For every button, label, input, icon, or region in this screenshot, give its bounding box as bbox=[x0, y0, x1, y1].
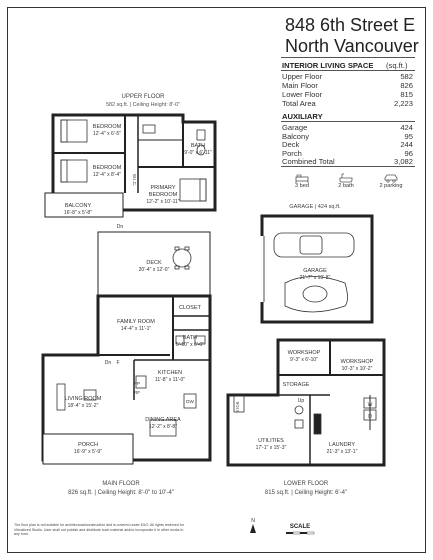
scale-label: SCALE bbox=[289, 524, 311, 530]
marker-dw: DW bbox=[186, 399, 194, 404]
room-garage-name: GARAGE bbox=[303, 268, 327, 274]
room-workshop2-dim: 10'-3" x 10'-2" bbox=[341, 366, 373, 372]
marker-dryer: D bbox=[368, 414, 372, 420]
room-utilities-name: UTILITIES bbox=[258, 438, 284, 444]
room-dining-dim: 12'-2" x 8'-8" bbox=[149, 424, 177, 430]
room-closet-name: CLOSET bbox=[178, 305, 202, 311]
room-laundry-dim: 21'-3" x 13'-1" bbox=[326, 449, 358, 455]
marker-dn-main: Dn bbox=[104, 360, 112, 366]
feature-bed-label: 3 bed bbox=[295, 183, 309, 189]
auxiliary-row-value: 3,082 bbox=[393, 157, 413, 166]
room-laundry-name: LAUNDRY bbox=[328, 442, 356, 448]
room-balcony-name: BALCONY bbox=[64, 203, 92, 209]
scale-bar bbox=[286, 532, 314, 534]
upper-floor-title: UPPER FLOOR bbox=[121, 94, 165, 100]
north-label: N bbox=[251, 518, 255, 524]
interior-row-value: 2,223 bbox=[393, 99, 413, 108]
room-bedroom1-name: BEDROOM bbox=[92, 124, 122, 130]
room-garage-dim: 21'-7" x 19'-8" bbox=[299, 275, 331, 281]
room-living-name: LIVING ROOM bbox=[64, 396, 102, 402]
room-storage-name: STORAGE bbox=[282, 382, 310, 388]
auxiliary-row-value: 244 bbox=[400, 140, 413, 149]
upper-furniture bbox=[61, 120, 206, 201]
interior-row-label: Upper Floor bbox=[282, 72, 323, 81]
room-porch-dim: 16'-9" x 5'-9" bbox=[74, 449, 102, 455]
room-bath-main-dim: 5'-10" x 6'-0" bbox=[176, 342, 204, 348]
room-kitchen-dim: 11'-8" x 11'-0" bbox=[154, 377, 186, 383]
room-bedroom2-name: BEDROOM bbox=[92, 165, 122, 171]
room-family-dim: 14'-4" x 11'-1" bbox=[120, 326, 152, 332]
room-primary-name: PRIMARY bbox=[150, 185, 176, 191]
interior-row-value: 582 bbox=[400, 72, 413, 81]
room-bedroom1-dim: 12'-4" x 6'-5" bbox=[93, 131, 121, 137]
room-family-name: FAMILY ROOM bbox=[117, 319, 155, 325]
main-floor-title: MAIN FLOOR bbox=[102, 481, 140, 487]
marker-fireplace: F bbox=[116, 360, 120, 366]
auxiliary-row-value: 96 bbox=[404, 148, 413, 158]
room-porch-name: PORCH bbox=[78, 442, 98, 448]
room-workshop2-name: WORKSHOP bbox=[340, 359, 374, 365]
room-bedroom2-dim: 12'-4" x 8'-4" bbox=[93, 172, 121, 178]
auxiliary-row-label: Deck bbox=[282, 140, 300, 149]
auxiliary-row-label: Combined Total bbox=[282, 157, 335, 166]
auxiliary-row-label: Porch bbox=[282, 148, 302, 158]
interior-row-label: Main Floor bbox=[282, 81, 318, 90]
feature-parking-label: 2 parking bbox=[379, 183, 403, 189]
interior-row-label: Lower Floor bbox=[282, 90, 323, 99]
interior-unit: (sq.ft.) bbox=[386, 61, 408, 70]
room-balcony-dim: 16'-8" x 5'-8" bbox=[64, 210, 92, 216]
address-line2: North Vancouver bbox=[285, 36, 419, 56]
marker-pp: PP bbox=[133, 381, 141, 386]
room-primary-name2: BEDROOM bbox=[148, 192, 178, 198]
auxiliary-title: AUXILIARY bbox=[282, 112, 323, 121]
room-workshop1-name: WORKSHOP bbox=[287, 350, 321, 356]
marker-rf: RF bbox=[133, 390, 141, 395]
room-primary-dim: 12'-2" x 10'-11" bbox=[146, 199, 180, 205]
marker-stor: STOR bbox=[235, 401, 240, 413]
room-deck-dim: 20'-4" x 12'-0" bbox=[138, 267, 170, 273]
garage-title: GARAGE | 424 sq.ft. bbox=[289, 204, 341, 210]
interior-row-label: Total Area bbox=[282, 99, 316, 108]
interior-title: INTERIOR LIVING SPACE bbox=[282, 61, 374, 70]
feature-bath-label: 2 bath bbox=[338, 183, 354, 189]
interior-row-value: 826 bbox=[400, 81, 413, 90]
room-kitchen-name: KITCHEN bbox=[157, 370, 183, 376]
lower-floor-caption: 815 sq.ft. | Ceiling Height: 6'-4" bbox=[264, 490, 348, 496]
lower-fixtures bbox=[234, 396, 376, 434]
north-arrow-icon bbox=[250, 524, 256, 533]
main-floor-caption: 826 sq.ft. | Ceiling Height: 8'-0" to 10'-4" bbox=[68, 490, 174, 496]
marker-up: Up bbox=[297, 398, 305, 404]
room-dining-name: DINING AREA bbox=[145, 417, 181, 423]
room-workshop1-dim: 9'-3" x 6'-10" bbox=[290, 357, 318, 363]
room-bath-up-dim: 9'-0" x 6'-11" bbox=[184, 150, 212, 156]
room-deck-name: DECK bbox=[146, 260, 162, 266]
auxiliary-row-value: 95 bbox=[404, 131, 413, 141]
lower-floor-title: LOWER FLOOR bbox=[283, 481, 329, 487]
auxiliary-row-label: Balcony bbox=[282, 131, 310, 141]
disclaimer: The floor plan is not suitable for architectural/construction and is covered under E&O. All rights reserved for Virtualized Studio. User shall not publish and distribute such material and/or incorporate it in other works in any form. bbox=[14, 523, 184, 537]
marker-washer: W bbox=[367, 402, 373, 408]
marker-dn-deck: Dn bbox=[116, 224, 124, 230]
room-living-dim: 18'-4" x 15'-2" bbox=[67, 403, 99, 409]
upper-floor-caption: 582 sq.ft. | Ceiling Height: 8'-0" bbox=[106, 102, 180, 108]
auxiliary-row-label: Garage bbox=[282, 123, 308, 132]
room-utilities-dim: 17'-1" x 15'-3" bbox=[255, 445, 287, 451]
upper-floor-plan bbox=[45, 115, 215, 217]
interior-row-value: 815 bbox=[400, 90, 413, 99]
address-line1: 848 6th Street E bbox=[285, 15, 416, 35]
room-wic-name: W.I.C. bbox=[132, 173, 137, 187]
room-bath-up-name: BATH bbox=[190, 143, 206, 149]
auxiliary-row-value: 424 bbox=[400, 123, 413, 132]
room-bath-main-name: BATH bbox=[182, 335, 198, 341]
